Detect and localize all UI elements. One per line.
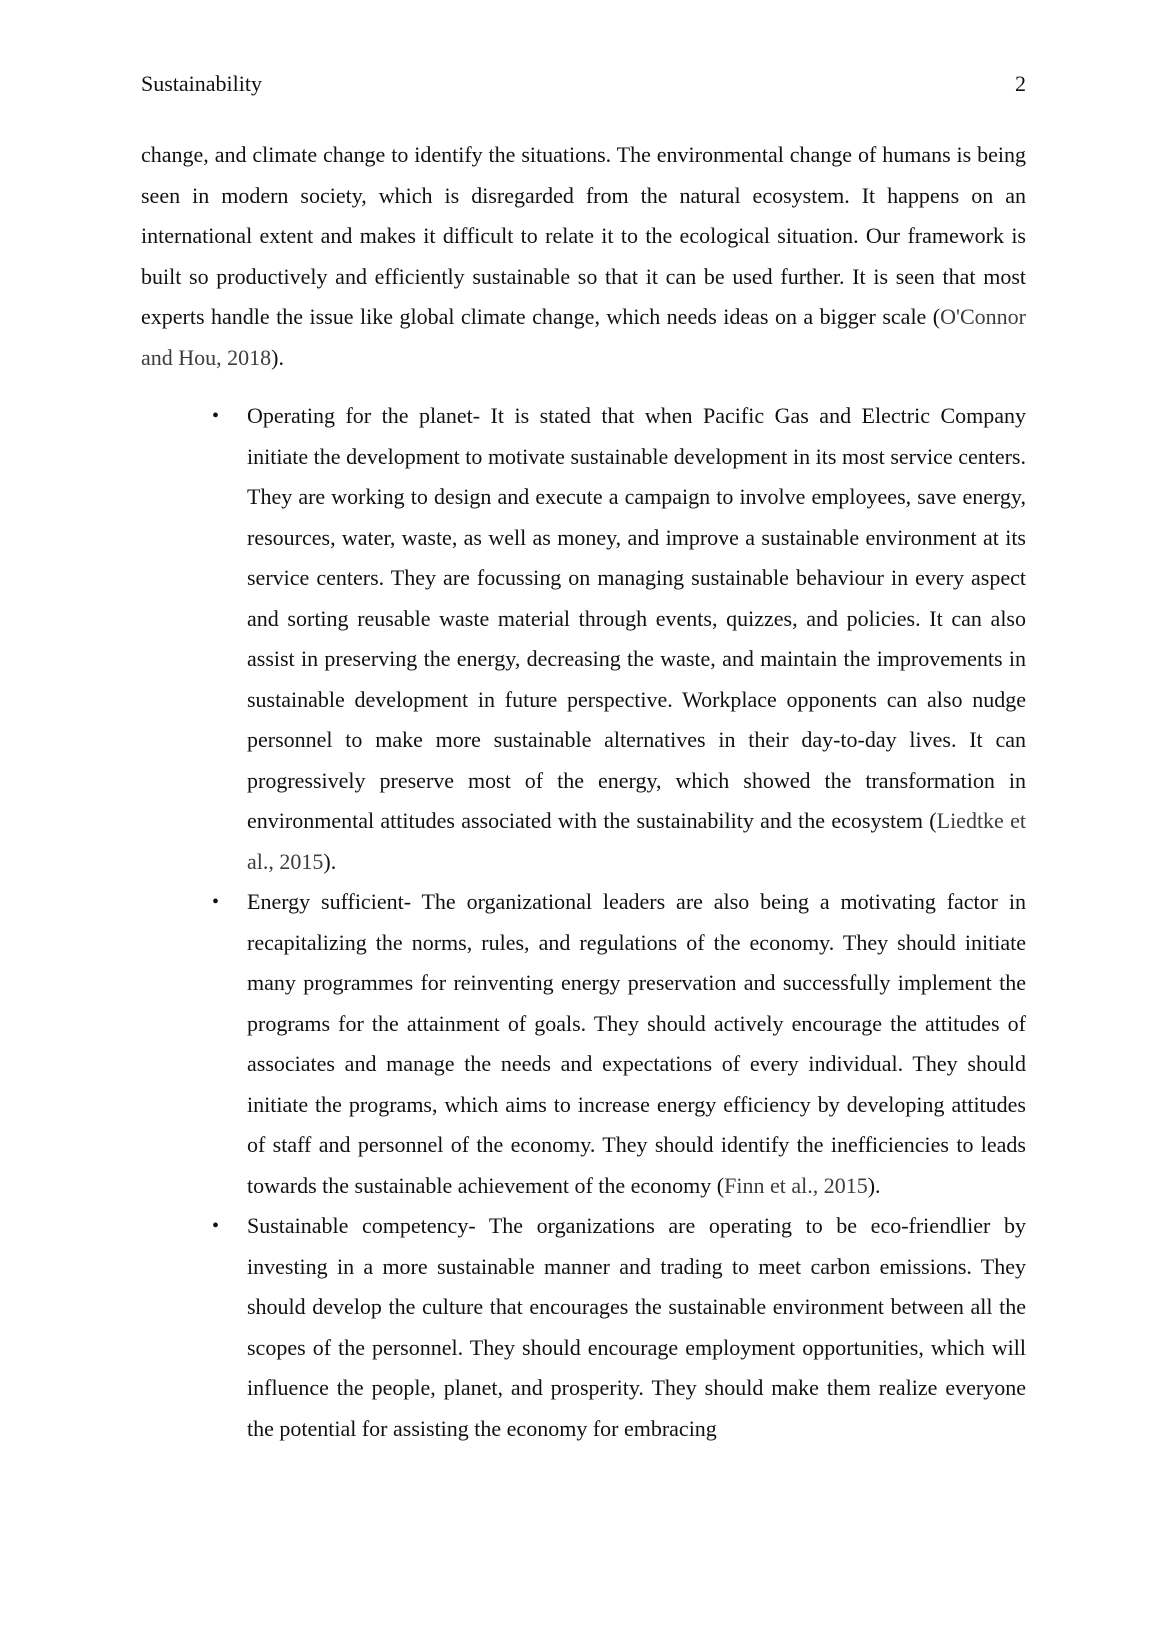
bullet-text: Sustainable competency- The organizations are operating to be eco-friendlier by investing in a more sustainable manner and trading to meet carbon emissions. They should develop the culture that encourages the sustainable environment between all the scopes of the personnel. They should encourage employment opportunities, which will influence the people, planet, and prosperity. They should make them realize everyone the potential for assisting the economy for embracing <box>247 1213 1026 1441</box>
bullet-closing: ). <box>867 1172 881 1198</box>
intro-text: change, and climate change to identify the situations. The environmental change of humans is being seen in modern society, which is disregarded from the natural ecosystem. It happens on an international extent and makes it difficult to relate it to the ecological situation. Our framework is built so productively and efficiently sustainable so that it can be used further. It is seen that most experts handle the issue like global climate change, which needs ideas on a bigger scale ( <box>141 142 1026 329</box>
bullet-item-energy-sufficient <box>141 882 1026 1206</box>
bullet-list <box>141 396 1026 1449</box>
bullet-item-operating-for-the-planet <box>141 396 1026 882</box>
intro-paragraph <box>141 135 1026 378</box>
bullet-text: Energy sufficient- The organizational leaders are also being a motivating factor in recapitalizing the norms, rules, and regulations of the economy. They should initiate many programmes for reinventing energy preservation and successfully implement the programs for the attainment of goals. They should actively encourage the attitudes of associates and manage the needs and expectations of every individual. They should initiate the programs, which aims to increase energy efficiency by developing attitudes of staff and personnel of the economy. They should identify the inefficiencies to leads towards the sustainable achievement of the economy ( <box>247 889 1026 1198</box>
intro-citation: O'Connor and Hou, 2018 <box>141 304 1026 370</box>
intro-closing: ). <box>271 344 284 370</box>
page-header <box>141 64 1026 104</box>
bullet-text: Operating for the planet- It is stated that when Pacific Gas and Electric Company initiate the development to motivate sustainable development in its most service centers. They are working to design and execute a campaign to involve employees, save energy, resources, water, waste, as well as money, and improve a sustainable environment at its service centers. They are focussing on managing sustainable behaviour in every aspect and sorting reusable waste material through events, quizzes, and policies. It can also assist in preserving the energy, decreasing the waste, and maintain the improvements in sustainable development in future perspective. Workplace opponents can also nudge personnel to make more sustainable alternatives in their day-to-day lives. It can progressively preserve most of the energy, which showed the transformation in environmental attitudes associated with the sustainability and the ecosystem ( <box>247 403 1026 833</box>
running-head: Sustainability <box>141 71 262 96</box>
bullet-citation: Finn et al., 2015 <box>724 1172 868 1198</box>
bullet-dot-icon: • <box>212 405 220 427</box>
bullet-closing: ). <box>323 848 337 874</box>
bullet-item-sustainable-competency <box>141 1206 1026 1449</box>
page-number: 2 <box>1015 71 1026 96</box>
bullet-dot-icon: • <box>212 1215 220 1237</box>
body-text <box>141 135 1026 1449</box>
bullet-dot-icon: • <box>212 891 220 913</box>
bullet-citation: Liedtke et al., 2015 <box>247 808 1026 874</box>
